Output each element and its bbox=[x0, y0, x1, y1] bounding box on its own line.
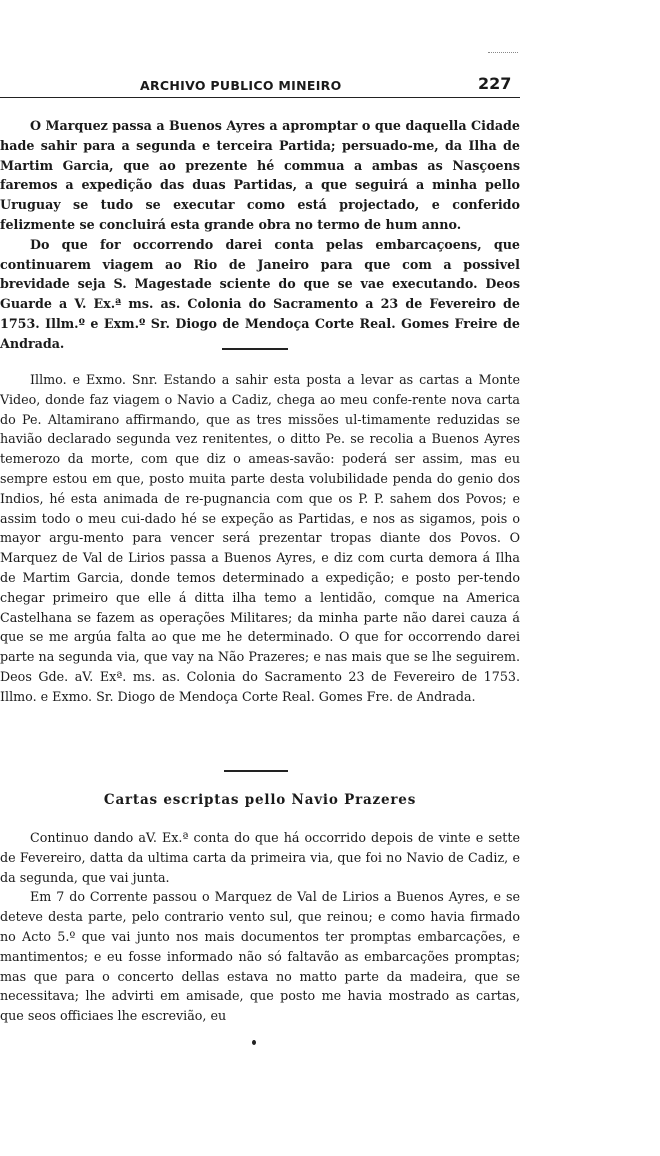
separator-rule-2 bbox=[224, 770, 288, 772]
section-body bbox=[0, 828, 520, 1026]
ink-dot bbox=[252, 1040, 256, 1045]
letter-2-paragraph-1: Illmo. e Exmo. Snr. Estando a sahir esta posta a levar as cartas a Monte Video, donde faz viagem o Navio a Cadiz, chega ao meu confe-rente nova carta do Pe. Altamirano affirmando, que as tres missões ul-timamente reduzidas se havião declarado segunda vez renitentes, o ditto Pe. se recolia a Buenos Ayres temerozo da morte, com que diz o ameas-savão: poderá ser assim, mas eu sempre estou em que, posto muita parte desta volubilidade penda do genio dos Indios, hé esta animada de re-pugnancia com que os P. P. sahem dos Povos; e assim todo o meu cui-dado hé se expeção as Partidas, e nos as sigamos, pois o mayor argu-mento para vencer será prezentar tropas diante dos Povos. O Marquez de Val de Lirios passa a Buenos Ayres, e diz com curta demora á Ilha de Martim Garcia, donde temos determinado a expedição; e posto per-tendo chegar primeiro que elle á ditta ilha temo a lentidão, comque na America Castelhana se fazem as operações Militares; da minha parte não darei cauza á que se me argúa falta ao que me he determinado. O que for occorrendo darei parte na segunda via, que vay na Não Prazeres; e nas mais que se lhe seguirem. Deos Gde. aV. Exª. ms. as. Colonia do Sacramento 23 de Fevereiro de 1753. Illmo. e Exmo. Sr. Diogo de Mendoça Corte Real. Gomes Fre. de Andrada. bbox=[0, 372, 520, 704]
header-rule bbox=[0, 97, 520, 98]
letter-2 bbox=[0, 370, 520, 707]
running-head: ARCHIVO PUBLICO MINEIRO bbox=[140, 78, 342, 93]
page-number: 227 bbox=[478, 74, 512, 93]
letter-1-paragraph-2: Do que for occorrendo darei conta pelas embarcaçoens, que continuarem viagem ao Rio de Janeiro para que com a possivel brevidade seja S. Magestade sciente do que se vae executando. Deos Guarde a V. Ex.ª ms. as. Colonia do Sacramento a 23 de Fevereiro de 1753. Illm.º e Exm.º Sr. Diogo de Mendoça Corte Real. Gomes Freire de Andrada. bbox=[0, 236, 520, 351]
page-header bbox=[0, 68, 520, 96]
page-corner-mark bbox=[488, 52, 518, 53]
section-paragraph-2: Em 7 do Corrente passou o Marquez de Val de Lirios a Buenos Ayres, e se deteve desta parte, pelo contrario vento sul, que reinou; e como havia firmado no Acto 5.º que vai junto nos mais documentos ter promptas embarcações, e mantimentos; e eu fosse informado não só faltavão as embarcações promptas; mas que para o concerto dellas estava no matto parte da madeira, que se necessitava; lhe advirti em amisade, que posto me havia mostrado as cartas, que seos officiaes lhe escrevião, eu bbox=[0, 889, 520, 1024]
letter-1-paragraph-1: O Marquez passa a Buenos Ayres a apromptar o que daquella Cidade hade sahir para a segunda e terceira Partida; persuado-me, da Ilha de Martim Garcia, que ao prezente hé commua a ambas as Nasçoens faremos a expedição das duas Partidas, a que seguirá a minha pello Uruguay se tudo se executar como está projectado, e conferido felizmente se concluirá esta grande obra no termo de hum anno. bbox=[0, 118, 520, 232]
section-title: Cartas escriptas pello Navio Prazeres bbox=[103, 792, 417, 808]
letter-1 bbox=[0, 116, 520, 354]
section-paragraph-1: Continuo dando aV. Ex.ª conta do que há occorrido depois de vinte e sette de Fevereiro, datta da ultima carta da primeira via, que foi no Navio de Cadiz, e da segunda, que vai junta. bbox=[0, 830, 520, 885]
separator-rule-1 bbox=[222, 348, 288, 350]
